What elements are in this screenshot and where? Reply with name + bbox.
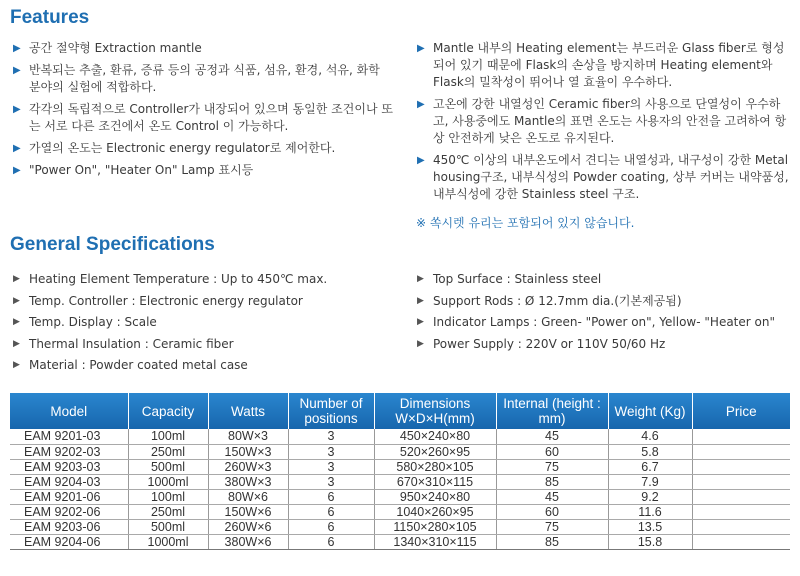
list-item (414, 293, 794, 310)
capacity-cell: 500ml (128, 520, 208, 535)
price-cell (692, 459, 790, 474)
header-weight: Weight (Kg) (608, 393, 692, 429)
dimensions-cell: 1150×280×105 (374, 520, 496, 535)
capacity-cell: 1000ml (128, 474, 208, 489)
triangle-right-icon: ▶ (417, 155, 425, 166)
list-item (414, 40, 794, 91)
table-row (10, 504, 790, 519)
dimensions-cell: 670×310×115 (374, 474, 496, 489)
model-cell: EAM 9203-06 (10, 520, 128, 535)
capacity-cell: 250ml (128, 504, 208, 519)
positions-cell: 3 (288, 429, 374, 444)
watts-cell: 260W×6 (208, 520, 288, 535)
triangle-right-icon: ▶ (13, 317, 20, 327)
list-item (414, 336, 794, 353)
feature-text: 450℃ 이상의 내부온도에서 견디는 내열성과, 내구성이 강한 Metal housing구조, 내부식성의 Powder coating, 상부 커버는 내약품성, 내부식성에 강한 Stainless steel 구조. (433, 153, 789, 201)
header-capacity: Capacity (128, 393, 208, 429)
internal-cell: 60 (496, 444, 608, 459)
list-item (10, 314, 400, 331)
list-item (414, 152, 794, 203)
weight-cell: 11.6 (608, 504, 692, 519)
dimensions-cell: 520×260×95 (374, 444, 496, 459)
table-row (10, 474, 790, 489)
header-price: Price (692, 393, 790, 429)
watts-cell: 80W×3 (208, 429, 288, 444)
note-text: ※ 쏙시렛 유리는 포함되어 있지 않습니다. (416, 216, 635, 230)
feature-text: 가열의 온도는 Electronic energy regulator로 제어한다. (29, 141, 336, 155)
capacity-cell: 100ml (128, 429, 208, 444)
price-cell (692, 429, 790, 444)
header-positions: Number of positions (288, 393, 374, 429)
positions-cell: 3 (288, 444, 374, 459)
weight-cell: 9.2 (608, 489, 692, 504)
spec-text: Temp. Display : Scale (29, 315, 157, 329)
weight-cell: 4.6 (608, 429, 692, 444)
triangle-right-icon: ▶ (13, 360, 20, 370)
feature-text: 반복되는 추출, 환류, 증류 등의 공정과 식품, 섬유, 환경, 석유, 화학 분야의 실험에 적합하다. (29, 63, 380, 94)
table-row (10, 444, 790, 459)
triangle-right-icon: ▶ (13, 65, 21, 76)
feature-text: 고온에 강한 내열성인 Ceramic fiber의 사용으로 단열성이 우수하고, 사용중에도 Mantle의 표면 온도는 사용자의 안전을 고려하여 항상 안전하게 낮은 온도로 유지된다. (433, 97, 787, 145)
positions-cell: 3 (288, 459, 374, 474)
spec-text: Support Rods : Ø 12.7mm dia.(기본제공됨) (433, 293, 682, 308)
capacity-cell: 1000ml (128, 535, 208, 550)
list-item (414, 314, 794, 331)
positions-cell: 6 (288, 504, 374, 519)
triangle-right-icon: ▶ (417, 317, 424, 327)
table-row (10, 459, 790, 474)
internal-cell: 75 (496, 520, 608, 535)
spec-text: Power Supply : 220V or 110V 50/60 Hz (433, 336, 666, 351)
triangle-right-icon: ▶ (417, 274, 424, 284)
feature-text: "Power On", "Heater On" Lamp 표시등 (29, 163, 254, 177)
weight-cell: 5.8 (608, 444, 692, 459)
internal-cell: 85 (496, 535, 608, 550)
header-model: Model (10, 393, 128, 429)
list-item (10, 162, 395, 179)
watts-cell: 80W×6 (208, 489, 288, 504)
triangle-right-icon: ▶ (13, 143, 21, 154)
weight-cell: 6.7 (608, 459, 692, 474)
price-cell (692, 474, 790, 489)
triangle-right-icon: ▶ (417, 99, 425, 110)
triangle-right-icon: ▶ (13, 104, 21, 115)
watts-cell: 380W×3 (208, 474, 288, 489)
model-cell: EAM 9204-06 (10, 535, 128, 550)
watts-cell: 150W×3 (208, 444, 288, 459)
capacity-cell: 250ml (128, 444, 208, 459)
triangle-right-icon: ▶ (417, 338, 424, 349)
triangle-right-icon: ▶ (13, 274, 20, 284)
table-row (10, 489, 790, 504)
feature-text: Mantle 내부의 Heating element는 부드러운 Glass fiber로 형성되어 있기 때문에 Flask의 손상을 방지하며 Heating element와 Flask의 밀착성이 뛰어나 열 효율이 우수하다. (433, 41, 785, 89)
spec-text: Indicator Lamps : Green- "Power on", Yellow- "Heater on" (433, 315, 775, 329)
list-item (10, 293, 400, 310)
weight-cell: 13.5 (608, 520, 692, 535)
spec-text: Temp. Controller : Electronic energy regulator (29, 293, 303, 308)
header-watts: Watts (208, 393, 288, 429)
spec-text: Heating Element Temperature : Up to 450℃ max. (29, 272, 328, 286)
feature-text: 각각의 독립적으로 Controller가 내장되어 있으며 동일한 조건이나 또는 서로 다른 조건에서 온도 Control 이 가능하다. (29, 102, 393, 133)
list-item (10, 140, 395, 157)
weight-cell: 7.9 (608, 474, 692, 489)
price-cell (692, 504, 790, 519)
model-cell: EAM 9201-06 (10, 489, 128, 504)
model-cell: EAM 9203-03 (10, 459, 128, 474)
positions-cell: 6 (288, 535, 374, 550)
weight-cell: 15.8 (608, 535, 692, 550)
list-item (10, 40, 395, 57)
internal-cell: 60 (496, 504, 608, 519)
specs-left-list (10, 271, 400, 379)
spec-text: Material : Powder coated metal case (29, 358, 248, 372)
specs-right-list (414, 271, 794, 357)
triangle-right-icon: ▶ (13, 43, 21, 54)
triangle-right-icon: ▶ (13, 338, 20, 349)
dimensions-cell: 450×240×80 (374, 429, 496, 444)
triangle-right-icon: ▶ (417, 43, 425, 54)
triangle-right-icon: ▶ (417, 295, 424, 306)
internal-cell: 45 (496, 489, 608, 504)
internal-cell: 85 (496, 474, 608, 489)
capacity-cell: 500ml (128, 459, 208, 474)
capacity-cell: 100ml (128, 489, 208, 504)
list-item (10, 271, 400, 288)
price-cell (692, 535, 790, 550)
features-left-list (10, 40, 395, 184)
list-item (10, 62, 395, 96)
header-dimensions: Dimensions W×D×H(mm) (374, 393, 496, 429)
list-item (414, 96, 794, 147)
list-item (414, 271, 794, 288)
model-cell: EAM 9202-06 (10, 504, 128, 519)
triangle-right-icon: ▶ (13, 165, 21, 176)
watts-cell: 260W×3 (208, 459, 288, 474)
table-header-row (10, 393, 790, 429)
dimensions-cell: 950×240×80 (374, 489, 496, 504)
table-body (10, 429, 790, 550)
features-right-list (414, 40, 794, 208)
dimensions-cell: 1340×310×115 (374, 535, 496, 550)
positions-cell: 3 (288, 474, 374, 489)
price-cell (692, 444, 790, 459)
triangle-right-icon: ▶ (13, 295, 20, 306)
positions-cell: 6 (288, 489, 374, 504)
list-item (10, 357, 400, 374)
spec-text: Thermal Insulation : Ceramic fiber (29, 336, 234, 351)
features-heading: Features (10, 7, 90, 28)
internal-cell: 75 (496, 459, 608, 474)
table-row (10, 520, 790, 535)
feature-text: 공간 절약형 Extraction mantle (29, 41, 202, 55)
header-internal: Internal (height : mm) (496, 393, 608, 429)
dimensions-cell: 580×280×105 (374, 459, 496, 474)
model-cell: EAM 9204-03 (10, 474, 128, 489)
specifications-table (10, 393, 790, 550)
positions-cell: 6 (288, 520, 374, 535)
list-item (10, 336, 400, 353)
watts-cell: 380W×6 (208, 535, 288, 550)
model-cell: EAM 9202-03 (10, 444, 128, 459)
table-row (10, 535, 790, 550)
dimensions-cell: 1040×260×95 (374, 504, 496, 519)
watts-cell: 150W×6 (208, 504, 288, 519)
price-cell (692, 520, 790, 535)
list-item (10, 101, 395, 135)
specifications-heading: General Specifications (10, 234, 215, 255)
table-row (10, 429, 790, 444)
price-cell (692, 489, 790, 504)
spec-text: Top Surface : Stainless steel (433, 272, 602, 286)
model-cell: EAM 9201-03 (10, 429, 128, 444)
internal-cell: 45 (496, 429, 608, 444)
